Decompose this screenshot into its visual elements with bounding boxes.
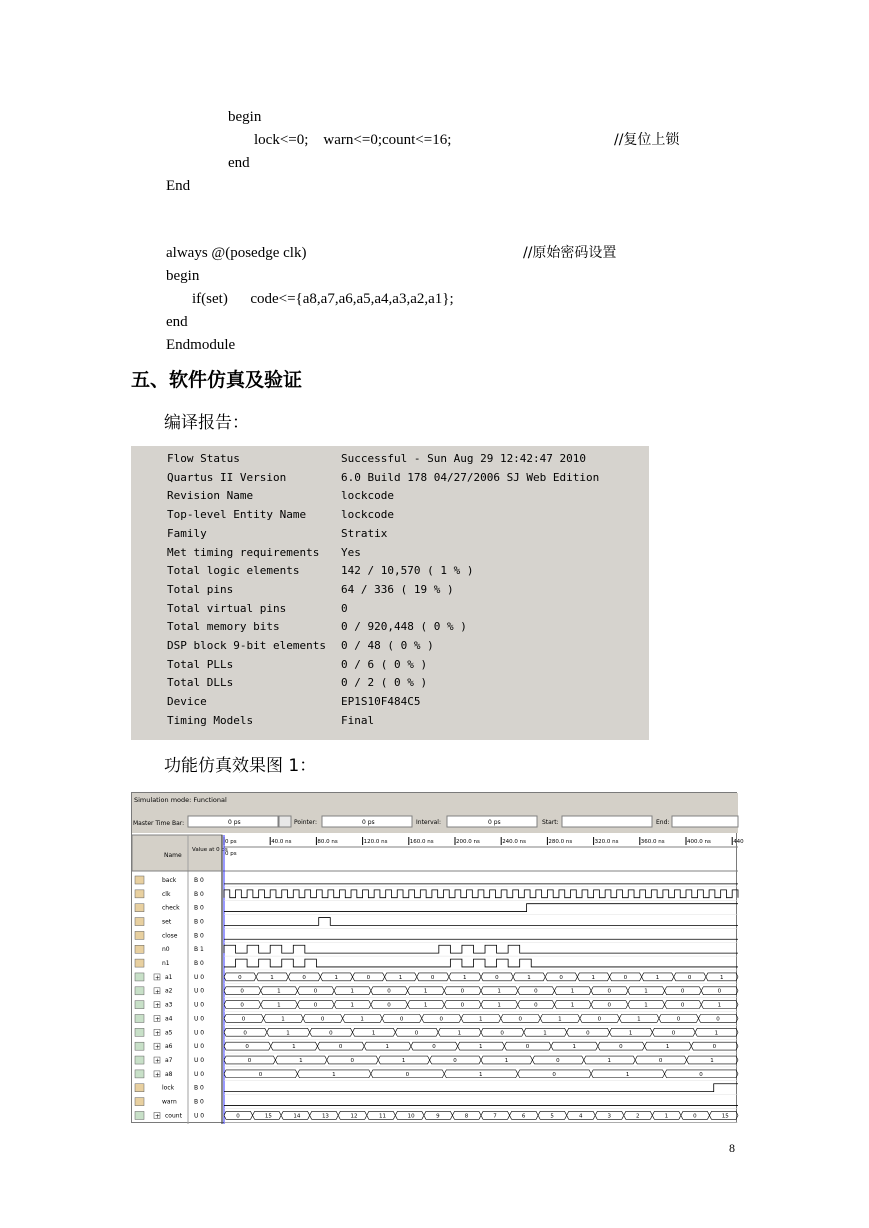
signal-value: B 0 (194, 890, 204, 898)
bus-value: 14 (293, 1113, 301, 1120)
signal-value: U 0 (194, 1056, 205, 1064)
signal-name: count (165, 1112, 182, 1120)
bus-value: 1 (423, 988, 428, 995)
report-key: Timing Models (167, 713, 254, 727)
signal-value: U 0 (194, 1070, 205, 1078)
bus-value: 1 (719, 974, 724, 981)
master-time-label: Master Time Bar: (133, 820, 185, 827)
bus-value: 0 (597, 1016, 602, 1023)
report-row (131, 693, 649, 711)
bus-signal-icon (135, 1001, 144, 1009)
bus-value: 15 (264, 1113, 272, 1120)
bus-value: 0 (534, 988, 538, 995)
report-row (131, 544, 649, 562)
bus-value: 1 (591, 974, 595, 981)
bus-value: 6 (521, 1113, 526, 1120)
n0-waveform (224, 945, 738, 953)
bus-value: 1 (371, 1030, 376, 1037)
end-label: End: (656, 819, 670, 826)
report-value: 64 / 336 ( 19 % ) (341, 582, 454, 596)
time-tick-label: 120.0 ns (363, 839, 388, 845)
signal-value: U 0 (194, 973, 205, 981)
bus-value: 0 (680, 988, 685, 995)
bus-value: 1 (479, 1071, 483, 1078)
report-key: DSP block 9-bit elements (167, 639, 326, 652)
signal-value: B 0 (194, 932, 204, 940)
bus-value: 0 (716, 1016, 720, 1023)
expand-plus-icon: + (155, 1002, 161, 1010)
signal-name: a3 (165, 1001, 173, 1009)
report-key: Device (167, 695, 207, 709)
bus-value: 0 (693, 1113, 697, 1120)
bus-value: 10 (407, 1113, 415, 1120)
bus-value: 1 (625, 1071, 630, 1078)
bus-value: 1 (299, 1057, 303, 1064)
bus-value: 0 (453, 1057, 457, 1064)
report-key: Top-level Entity Name (167, 508, 307, 522)
bus-value: 0 (414, 1030, 419, 1037)
expand-plus-icon: + (155, 1029, 161, 1037)
code-line: End (166, 178, 191, 194)
bus-signal-icon (135, 1015, 144, 1023)
pointer-value: 0 ps (362, 819, 375, 826)
bus-value: 0 (350, 1057, 354, 1064)
start-field (562, 816, 652, 827)
signal-name: n0 (162, 946, 170, 954)
bus-value: 12 (350, 1113, 358, 1120)
bus-value: 0 (240, 988, 244, 995)
expand-plus-icon: + (155, 1071, 161, 1079)
signal-value: B 1 (194, 946, 204, 954)
bus-value: 0 (671, 1030, 676, 1037)
report-row (131, 581, 649, 599)
signal-value: U 0 (194, 1029, 205, 1037)
bus-value: 0 (247, 1057, 252, 1064)
bus-value: 0 (607, 1002, 611, 1009)
report-row (131, 450, 649, 468)
signal-value: U 0 (194, 987, 205, 995)
code-line: end (166, 314, 188, 330)
bus-value: 1 (270, 974, 274, 981)
bus-value: 3 (607, 1113, 611, 1120)
value-header: Value at 0 ps (192, 847, 228, 853)
report-row (131, 656, 649, 674)
report-value: Stratix (341, 526, 388, 540)
bus-value: 0 (243, 1030, 247, 1037)
bus-value: 0 (313, 988, 318, 995)
bus-value: 0 (302, 974, 306, 981)
input-signal-icon (135, 1098, 144, 1106)
bus-value: 0 (258, 1071, 263, 1078)
bus-signal-icon (135, 1028, 144, 1036)
bus-value: 9 (436, 1113, 440, 1120)
time-spinner (279, 816, 291, 827)
bus-signal-icon (135, 987, 144, 995)
bus-value: 1 (292, 1044, 296, 1051)
compile-report-label: 编译报告： (164, 413, 249, 433)
bus-value: 0 (712, 1044, 717, 1051)
code-line: if(set) code<={a8,a7,a6,a5,a4,a3,a2,a1}; (192, 291, 454, 307)
report-value: lockcode (341, 489, 394, 503)
bus-value: 1 (479, 1044, 483, 1051)
n1-waveform (224, 959, 738, 967)
time-tick-label: 280.0 ns (548, 839, 573, 845)
bus-value: 0 (518, 1016, 523, 1023)
bus-value: 1 (334, 974, 338, 981)
check-waveform (224, 904, 738, 912)
report-row (131, 674, 649, 692)
report-key: Family (167, 526, 207, 540)
bus-value: 0 (495, 974, 499, 981)
bus-value: 0 (366, 974, 371, 981)
bus-value: 1 (717, 1002, 722, 1009)
cursor-label: 0 ps (225, 851, 237, 857)
report-row (131, 469, 649, 487)
signal-name: a8 (165, 1070, 173, 1078)
report-key: Met timing requirements (167, 545, 320, 559)
report-value: Final (341, 713, 375, 727)
bus-value: 1 (572, 1044, 576, 1051)
clk-waveform (224, 890, 738, 898)
signal-value: B 0 (194, 1084, 204, 1092)
signal-name: back (162, 876, 177, 884)
lock-waveform (224, 1084, 738, 1092)
bus-value: 1 (644, 988, 648, 995)
bus-value: 0 (320, 1016, 325, 1023)
bus-value: 4 (578, 1113, 583, 1120)
expand-plus-icon: + (155, 1016, 161, 1023)
bus-value: 1 (655, 974, 660, 981)
bus-value: 1 (350, 988, 354, 995)
bus-value: 0 (607, 988, 611, 995)
time-tick-label: 360.0 ns (640, 839, 665, 845)
bus-value: 0 (676, 1016, 681, 1023)
bus-value: 0 (687, 974, 692, 981)
bus-value: 0 (534, 1002, 538, 1009)
pointer-label: Pointer: (294, 819, 317, 826)
expand-plus-icon: + (155, 1112, 161, 1120)
input-signal-icon (135, 1084, 144, 1092)
report-key: Total PLLs (167, 657, 234, 671)
bus-value: 0 (556, 1057, 560, 1064)
interval-label: Interval: (416, 819, 441, 826)
input-signal-icon (135, 959, 144, 967)
report-key: Flow Status (167, 452, 240, 465)
bus-value: 0 (432, 1044, 436, 1051)
end-field (672, 816, 738, 827)
bus-value: 1 (462, 974, 467, 981)
start-label: Start: (542, 819, 559, 826)
bus-value: 0 (623, 974, 628, 981)
report-value: 0 (341, 601, 348, 615)
report-row (131, 487, 649, 505)
section-heading: 五、软件仿真及验证 (131, 369, 303, 391)
signal-name: a1 (165, 973, 173, 981)
bus-value: 1 (497, 1002, 501, 1009)
report-value: 0 / 6 ( 0 % ) (341, 657, 428, 671)
input-signal-icon (135, 945, 144, 953)
bus-value: 0 (338, 1044, 343, 1051)
bus-signal-icon (135, 1056, 144, 1064)
bus-value: 0 (236, 1113, 240, 1120)
bus-value: 5 (550, 1113, 554, 1120)
input-signal-icon (135, 904, 144, 912)
time-tick-label: 160.0 ns (409, 839, 434, 845)
bus-value: 1 (628, 1030, 633, 1037)
bus-value: 0 (238, 974, 242, 981)
signal-name: n1 (162, 960, 170, 968)
report-row (131, 506, 649, 524)
report-value: lockcode (341, 508, 394, 522)
set-waveform (224, 918, 738, 926)
bus-value: 0 (658, 1057, 663, 1064)
bus-value: 1 (558, 1016, 562, 1023)
code-line: end (228, 155, 250, 171)
bus-value: 0 (405, 1071, 410, 1078)
bus-value: 1 (714, 1030, 719, 1037)
bus-value: 0 (241, 1016, 246, 1023)
simulation-waveform (131, 792, 744, 1123)
bus-value: 1 (570, 1002, 575, 1009)
bus-value: 1 (637, 1016, 641, 1023)
expand-plus-icon: + (155, 1043, 161, 1051)
bus-value: 1 (360, 1016, 364, 1023)
bus-value: 0 (460, 1002, 465, 1009)
bus-value: 1 (644, 1002, 648, 1009)
signal-name: close (162, 932, 178, 940)
bus-signal-icon (135, 1111, 144, 1119)
name-header: Name (164, 852, 182, 859)
bus-value: 1 (398, 974, 403, 981)
time-tick-label: 80.0 ns (317, 839, 338, 845)
bus-value: 0 (387, 1002, 391, 1009)
bus-value: 0 (245, 1044, 249, 1051)
bus-value: 1 (281, 1016, 285, 1023)
code-comment-reset: //复位上锁 (614, 132, 680, 148)
bus-value: 0 (699, 1071, 703, 1078)
report-value: 0 / 2 ( 0 % ) (341, 676, 428, 690)
bus-value: 0 (525, 1044, 530, 1051)
signal-value: U 0 (194, 1001, 205, 1009)
bus-value: 1 (401, 1057, 406, 1064)
code-line: always @(posedge clk) (166, 245, 307, 261)
input-signal-icon (135, 890, 144, 898)
bus-value: 1 (664, 1113, 669, 1120)
bus-value: 0 (680, 1002, 685, 1009)
bus-value: 1 (504, 1057, 509, 1064)
bus-value: 1 (457, 1030, 462, 1037)
time-tick-label: 440 (733, 839, 744, 845)
bus-value: 0 (500, 1030, 504, 1037)
bus-value: 0 (717, 988, 722, 995)
signal-value: B 0 (194, 904, 204, 912)
bus-value: 1 (607, 1057, 611, 1064)
master-time-value: 0 ps (228, 819, 241, 826)
report-value: Yes (341, 545, 361, 559)
bus-value: 0 (559, 974, 563, 981)
bus-value: 15 (721, 1113, 729, 1120)
bus-value: 1 (710, 1057, 714, 1064)
signal-name: clk (162, 890, 171, 898)
time-tick-label: 240.0 ns (502, 839, 527, 845)
bus-value: 1 (543, 1030, 547, 1037)
page-number: 8 (729, 1141, 735, 1155)
bus-value: 1 (497, 988, 501, 995)
report-key: Total pins (167, 582, 234, 596)
time-tick-label: 40.0 ns (271, 839, 292, 845)
code-line: lock<=0; warn<=0;count<=16; (254, 132, 452, 148)
expand-plus-icon: + (155, 1057, 161, 1065)
bus-value: 13 (321, 1113, 329, 1120)
signal-value: B 0 (194, 960, 204, 968)
input-signal-icon (135, 918, 144, 926)
bus-value: 1 (332, 1071, 336, 1078)
time-tick-label: 320.0 ns (594, 839, 619, 845)
bus-value: 2 (636, 1113, 640, 1120)
bus-value: 0 (439, 1016, 443, 1023)
code-line: begin (228, 109, 262, 125)
report-value: 6.0 Build 178 04/27/2006 SJ Web Edition (341, 470, 600, 484)
bus-value: 11 (379, 1113, 387, 1120)
report-key: Total logic elements (167, 564, 300, 578)
signal-name: a2 (165, 987, 173, 995)
bus-value: 0 (586, 1030, 590, 1037)
bus-value: 1 (277, 988, 281, 995)
bus-value: 1 (286, 1030, 290, 1037)
bus-value: 0 (387, 988, 391, 995)
bus-value: 1 (350, 1002, 354, 1009)
report-row (131, 618, 649, 636)
code-line: Endmodule (166, 337, 236, 353)
signal-name: lock (162, 1084, 175, 1092)
report-row (131, 712, 649, 730)
report-value: 142 / 10,570 ( 1 % ) (341, 564, 474, 578)
time-tick-label: 400.0 ns (687, 839, 711, 845)
input-signal-icon (135, 931, 144, 939)
signal-name: set (162, 918, 172, 926)
bus-value: 0 (460, 988, 465, 995)
bus-value: 1 (385, 1044, 390, 1051)
signal-value: U 0 (194, 1112, 205, 1120)
expand-plus-icon: + (155, 988, 161, 996)
report-key: Total memory bits (167, 620, 280, 634)
report-value: EP1S10F484C5 (341, 695, 421, 709)
signal-name: a4 (165, 1015, 173, 1023)
bus-value: 0 (619, 1044, 623, 1051)
signal-value: U 0 (194, 1015, 205, 1023)
report-value: 0 / 48 ( 0 % ) (341, 639, 434, 652)
compile-report-panel (131, 446, 649, 740)
report-value: 0 / 920,448 ( 0 % ) (341, 620, 467, 634)
bus-signal-icon (135, 973, 144, 981)
signal-name: a6 (165, 1043, 173, 1051)
bus-value: 1 (527, 974, 531, 981)
signal-value: B 0 (194, 918, 204, 926)
interval-value: 0 ps (488, 819, 501, 826)
time-tick-label: 200.0 ns (456, 839, 480, 845)
report-value: Successful - Sun Aug 29 12:42:47 2010 (341, 452, 587, 465)
bus-value: 1 (665, 1044, 670, 1051)
input-signal-icon (135, 876, 144, 884)
code-comment-password: //原始密码设置 (523, 245, 617, 261)
bus-value: 1 (277, 1002, 281, 1009)
report-row (131, 562, 649, 580)
report-key: Total DLLs (167, 676, 234, 690)
bus-value: 0 (552, 1071, 556, 1078)
report-row (131, 600, 649, 618)
bus-value: 0 (313, 1002, 318, 1009)
bus-value: 1 (570, 988, 575, 995)
report-row (131, 525, 649, 543)
sim-mode-label: Simulation mode: Functional (134, 796, 227, 804)
bus-value: 1 (479, 1016, 483, 1023)
signal-name: warn (162, 1098, 177, 1106)
report-key: Quartus II Version (167, 470, 287, 484)
expand-plus-icon: + (155, 974, 161, 982)
bus-signal-icon (135, 1070, 144, 1078)
signal-name: check (162, 904, 180, 912)
bus-signal-icon (135, 1042, 144, 1050)
bus-value: 8 (464, 1113, 469, 1120)
report-row (131, 637, 649, 655)
code-line: begin (166, 268, 200, 284)
simulation-label: 功能仿真效果图 1： (164, 756, 317, 776)
report-key: Revision Name (167, 489, 254, 503)
bus-value: 7 (493, 1113, 497, 1120)
bus-value: 0 (240, 1002, 244, 1009)
signal-value: B 0 (194, 876, 204, 884)
report-key: Total virtual pins (167, 601, 287, 615)
bus-value: 1 (423, 1002, 428, 1009)
signal-value: B 0 (194, 1098, 204, 1106)
signal-name: a7 (165, 1056, 173, 1064)
time-tick-label: 0 ps (225, 839, 237, 845)
bus-value: 0 (329, 1030, 333, 1037)
signal-value: U 0 (194, 1043, 205, 1051)
bus-value: 0 (399, 1016, 404, 1023)
signal-name: a5 (165, 1029, 173, 1037)
bus-value: 0 (430, 974, 435, 981)
waveform-canvas (132, 793, 744, 1124)
